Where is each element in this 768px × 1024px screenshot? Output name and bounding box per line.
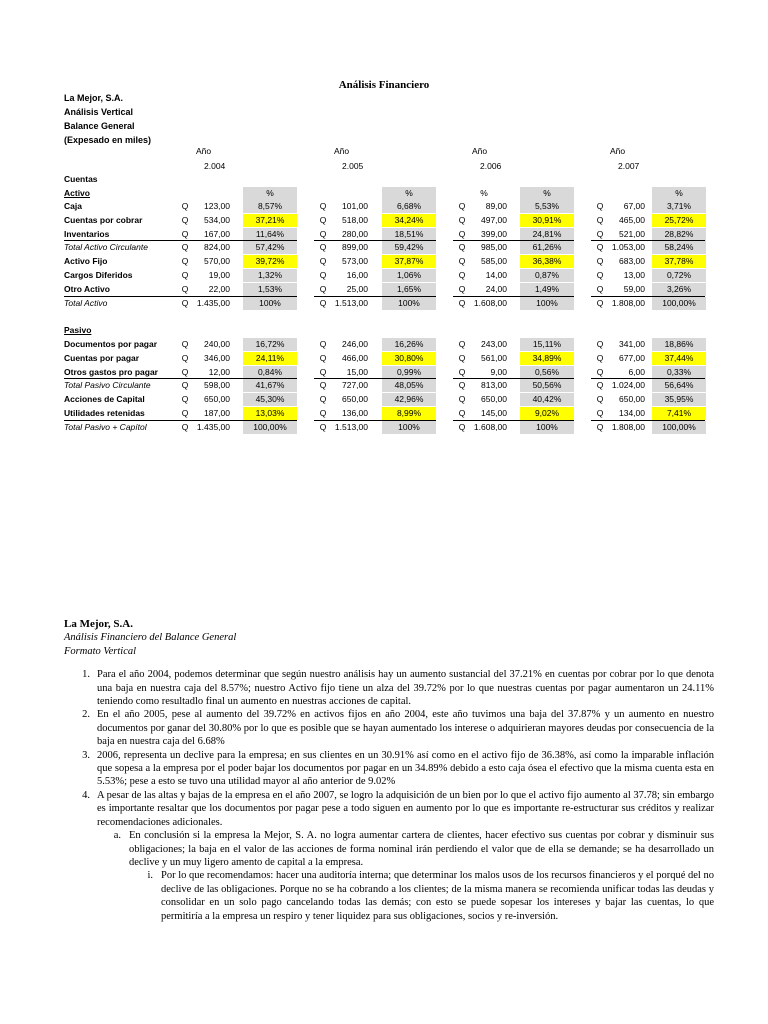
amount-value: 399,00 xyxy=(481,228,507,239)
point-number: 1. xyxy=(82,669,90,681)
amount-value: 570,00 xyxy=(204,256,230,267)
percent-value: 34,89% xyxy=(520,352,574,365)
amount-value: 573,00 xyxy=(342,256,368,267)
percent-value: 50,56% xyxy=(520,379,574,392)
analysis-text xyxy=(64,618,714,923)
currency-symbol: Q xyxy=(458,352,466,363)
amount-value: 466,00 xyxy=(342,352,368,363)
percent-value: 100,00% xyxy=(243,421,297,434)
currency-symbol: Q xyxy=(458,408,466,418)
currency-symbol: Q xyxy=(181,228,189,239)
currency-symbol: Q xyxy=(596,256,604,267)
percent-value: 0,72% xyxy=(652,269,706,282)
amount-value: 19,00 xyxy=(208,270,230,280)
currency-symbol: Q xyxy=(319,228,327,239)
currency-symbol: Q xyxy=(319,380,327,391)
amount-value: 167,00 xyxy=(204,228,230,239)
percent-value: 37,78% xyxy=(652,255,706,268)
percent-value: 0,56% xyxy=(520,366,574,379)
percent-value: 24,81% xyxy=(520,228,574,241)
units-note: (Expesado en miles) xyxy=(64,135,152,145)
percent-value: 100% xyxy=(520,421,574,434)
row-label: Caja xyxy=(64,201,82,211)
amount-value: 650,00 xyxy=(619,394,645,405)
amount-value: 13,00 xyxy=(623,270,645,280)
amount-value: 518,00 xyxy=(342,214,368,225)
currency-symbol: Q xyxy=(319,408,327,418)
currency-symbol: Q xyxy=(596,394,604,405)
currency-symbol: Q xyxy=(319,339,327,349)
percent-value: 6,68% xyxy=(382,200,436,213)
currency-symbol: Q xyxy=(181,256,189,267)
percent-value: 59,42% xyxy=(382,241,436,254)
amount-value: 465,00 xyxy=(619,214,645,225)
amount-value: 16,00 xyxy=(346,270,368,280)
point-text: En conclusión si la empresa la Mejor, S. A. no logra aumentar cartera de clientes, hacer efectivo sus cuentas por cobrar y disminuir sus obligaciones; la baja en el valor de las acciones de forma nominal irán perdiendo el valor que de ella se demande; se ha desarrollado un declive y un muy ligero amento de capital a la empresa. xyxy=(129,830,714,868)
pct-header: % xyxy=(243,187,297,200)
amount-value: 1.808,00 xyxy=(611,421,645,432)
currency-symbol: Q xyxy=(596,242,604,253)
currency-symbol: Q xyxy=(319,283,327,294)
percent-value: 28,82% xyxy=(652,228,706,241)
year-label: 2.004 xyxy=(204,161,226,171)
amount-value: 246,00 xyxy=(342,339,368,349)
percent-value: 57,42% xyxy=(243,241,297,254)
amount-value: 677,00 xyxy=(619,352,645,363)
row-label: Total Activo Circulante xyxy=(64,242,148,253)
percent-value: 1,65% xyxy=(382,283,436,296)
amount-value: 650,00 xyxy=(481,394,507,405)
percent-value: 100% xyxy=(520,297,574,310)
currency-symbol: Q xyxy=(596,214,604,225)
amount-value: 346,00 xyxy=(204,352,230,363)
currency-symbol: Q xyxy=(458,297,466,308)
pct-header: % xyxy=(382,187,436,200)
amount-value: 683,00 xyxy=(619,256,645,267)
currency-symbol: Q xyxy=(458,380,466,391)
currency-symbol: Q xyxy=(181,283,189,294)
currency-symbol: Q xyxy=(458,339,466,349)
year-word: Año xyxy=(334,146,350,156)
percent-value: 18,86% xyxy=(652,338,706,351)
point-number: 4. xyxy=(82,789,90,801)
amount-value: 9,00 xyxy=(490,366,507,377)
percent-value: 13,03% xyxy=(243,407,297,420)
amount-value: 341,00 xyxy=(619,339,645,349)
point-text: En el año 2005, pese al aumento del 39.72% en activos fijos en año 2004, este año tuvimos una baja del 37.87% y un aumento en nuestro documentos por ganar del 30.80% por lo que es posible que se hayan aumentado los interese o adquirieran mayores deudas por consecuencia de la baja en nuestra caja del 6.68% xyxy=(97,709,714,748)
amount-value: 1.024,00 xyxy=(611,380,645,391)
amount-value: 899,00 xyxy=(342,242,368,253)
percent-value: 0,84% xyxy=(243,366,297,379)
amount-value: 243,00 xyxy=(481,339,507,349)
percent-value: 100% xyxy=(243,297,297,310)
currency-symbol: Q xyxy=(181,297,189,308)
currency-symbol: Q xyxy=(596,380,604,391)
currency-symbol: Q xyxy=(319,394,327,405)
amount-value: 12,00 xyxy=(208,366,230,377)
percent-value: 9,02% xyxy=(520,407,574,420)
currency-symbol: Q xyxy=(596,228,604,239)
currency-symbol: Q xyxy=(181,366,189,377)
amount-value: 67,00 xyxy=(623,201,645,211)
amount-value: 280,00 xyxy=(342,228,368,239)
amount-value: 1.608,00 xyxy=(473,297,507,308)
percent-value: 1,32% xyxy=(243,269,297,282)
currency-symbol: Q xyxy=(458,270,466,280)
amount-value: 240,00 xyxy=(204,339,230,349)
row-label: Total Pasivo Circulante xyxy=(64,380,151,391)
currency-symbol: Q xyxy=(596,297,604,308)
percent-value: 1,53% xyxy=(243,283,297,296)
amount-value: 145,00 xyxy=(481,408,507,418)
section-activo: Activo xyxy=(64,188,90,198)
currency-symbol: Q xyxy=(458,201,466,211)
amount-value: 1.435,00 xyxy=(196,297,230,308)
percent-value: 0,33% xyxy=(652,366,706,379)
percent-value: 24,11% xyxy=(243,352,297,365)
year-label: 2.005 xyxy=(342,161,364,171)
currency-symbol: Q xyxy=(458,228,466,239)
currency-symbol: Q xyxy=(458,256,466,267)
currency-symbol: Q xyxy=(596,421,604,432)
percent-value: 0,99% xyxy=(382,366,436,379)
point-text: Por lo que recomendamos: hacer una auditoría interna; que determinar los malos usos de los recursos financieros y el porqué del no declive de las obligaciones. Porque no se ha cobrando a los clientes; de la misma manera se recomienda unificar todas las deudas y consolidar en un solo pago cancelando todas las demás; con esto se puede sopesar los intereses y bajar las cuentas, lo que permitiría a la empresa un respiro y tener liquidez para sus obligaciones, socios y re-inversión. xyxy=(161,870,714,922)
currency-symbol: Q xyxy=(458,366,466,377)
currency-symbol: Q xyxy=(458,421,466,432)
point-text: 2006, representa un declive para la empresa; en sus clientes en un 30.91% así como en el activo fijo de 36.38%, así como la imparable inflación que sopesa a la empresa por el poder bajar los documentos por pagar en un 34.89% debido a esto caja ósea el efectivo que la misma cuenta esta en 5.53%; pese a esto se tuvo una utilidad mayor al año anterior de 9.02% xyxy=(97,749,714,788)
currency-symbol: Q xyxy=(181,214,189,225)
currency-symbol: Q xyxy=(458,394,466,405)
row-label: Total Activo xyxy=(64,297,108,308)
currency-symbol: Q xyxy=(181,408,189,418)
amount-value: 101,00 xyxy=(342,201,368,211)
amount-value: 1.608,00 xyxy=(473,421,507,432)
amount-value: 59,00 xyxy=(623,283,645,294)
row-label: Inventarios xyxy=(64,228,110,239)
row-label: Total Pasivo + Capítol xyxy=(64,421,147,432)
percent-value: 100,00% xyxy=(652,297,706,310)
amount-value: 187,00 xyxy=(204,408,230,418)
percent-value: 1,06% xyxy=(382,269,436,282)
currency-symbol: Q xyxy=(458,283,466,294)
pct-header: % xyxy=(652,187,706,200)
percent-value: 18,51% xyxy=(382,228,436,241)
point-text: Para el año 2004, podemos determinar que según nuestro análisis hay un aumento sustancial del 37.21% en cuentas por cobrar por lo que denota una baja en nuestra caja del 8.57%; nuestro Activo fijo tiene un alza del 39.72% por lo que nuestras cuentas por pagar aumentaron un 24.11% teniendo como resultadlo final un aumento en nuestras acciones de capital. xyxy=(97,669,714,708)
currency-symbol: Q xyxy=(181,380,189,391)
amount-value: 497,00 xyxy=(481,214,507,225)
row-label: Cuentas por cobrar xyxy=(64,214,143,225)
percent-value: 37,21% xyxy=(243,214,297,227)
amount-value: 561,00 xyxy=(481,352,507,363)
currency-symbol: Q xyxy=(181,352,189,363)
row-label: Cargos Diferidos xyxy=(64,270,133,280)
analysis-point xyxy=(82,789,714,829)
amount-value: 123,00 xyxy=(204,201,230,211)
row-label: Otros gastos pro pagar xyxy=(64,366,158,377)
statement-name: Balance General xyxy=(64,121,135,131)
currency-symbol: Q xyxy=(181,201,189,211)
percent-value: 40,42% xyxy=(520,393,574,406)
amount-value: 585,00 xyxy=(481,256,507,267)
percent-value: 5,53% xyxy=(520,200,574,213)
amount-value: 136,00 xyxy=(342,408,368,418)
amount-value: 1.513,00 xyxy=(334,297,368,308)
point-number: i. xyxy=(147,870,153,882)
percent-value: 39,72% xyxy=(243,255,297,268)
amount-value: 6,00 xyxy=(628,366,645,377)
amount-value: 727,00 xyxy=(342,380,368,391)
currency-symbol: Q xyxy=(458,242,466,253)
currency-symbol: Q xyxy=(596,283,604,294)
currency-symbol: Q xyxy=(181,394,189,405)
analysis-subsubpoint xyxy=(147,869,714,923)
percent-value: 58,24% xyxy=(652,241,706,254)
currency-symbol: Q xyxy=(596,352,604,363)
pct-header: % xyxy=(520,187,574,200)
cuentas-label: Cuentas xyxy=(64,174,98,184)
percent-value: 48,05% xyxy=(382,379,436,392)
currency-symbol: Q xyxy=(319,297,327,308)
percent-value: 100% xyxy=(382,421,436,434)
currency-symbol: Q xyxy=(596,339,604,349)
percent-value: 25,72% xyxy=(652,214,706,227)
currency-symbol: Q xyxy=(181,270,189,280)
amount-value: 824,00 xyxy=(204,242,230,253)
analysis-format: Formato Vertical xyxy=(64,645,137,657)
row-label: Otro Activo xyxy=(64,283,110,294)
row-label: Activo Fijo xyxy=(64,256,108,267)
currency-symbol: Q xyxy=(319,270,327,280)
amount-value: 89,00 xyxy=(485,201,507,211)
amount-value: 985,00 xyxy=(481,242,507,253)
amount-value: 534,00 xyxy=(204,214,230,225)
percent-value: 16,72% xyxy=(243,338,297,351)
currency-symbol: Q xyxy=(319,352,327,363)
row-label: Cuentas por pagar xyxy=(64,352,140,363)
percent-value: 36,38% xyxy=(520,255,574,268)
currency-symbol: Q xyxy=(596,270,604,280)
amount-value: 1.513,00 xyxy=(334,421,368,432)
row-label: Acciones de Capital xyxy=(64,394,145,405)
row-label: Documentos por pagar xyxy=(64,339,158,349)
year-word: Año xyxy=(610,146,626,156)
percent-value: 3,26% xyxy=(652,283,706,296)
percent-value: 34,24% xyxy=(382,214,436,227)
analysis-type: Análisis Vertical xyxy=(64,107,134,117)
amount-value: 521,00 xyxy=(619,228,645,239)
analysis-point xyxy=(82,749,714,789)
amount-value: 15,00 xyxy=(346,366,368,377)
amount-value: 813,00 xyxy=(481,380,507,391)
amount-value: 1.435,00 xyxy=(196,421,230,432)
point-number: 2. xyxy=(82,709,90,721)
percent-value: 15,11% xyxy=(520,338,574,351)
currency-symbol: Q xyxy=(458,214,466,225)
currency-symbol: Q xyxy=(181,242,189,253)
percent-value: 35,95% xyxy=(652,393,706,406)
analysis-point xyxy=(82,668,714,708)
currency-symbol: Q xyxy=(596,408,604,418)
amount-value: 25,00 xyxy=(346,283,368,294)
currency-symbol: Q xyxy=(319,366,327,377)
company-name: La Mejor, S.A. xyxy=(64,93,124,103)
currency-symbol: Q xyxy=(319,242,327,253)
percent-value: 8,99% xyxy=(382,407,436,420)
percent-value: 0,87% xyxy=(520,269,574,282)
point-number: 3. xyxy=(82,749,90,761)
currency-symbol: Q xyxy=(596,366,604,377)
percent-value: 11,64% xyxy=(243,228,297,241)
sheet-title: Análisis Financiero xyxy=(338,79,430,91)
currency-symbol: Q xyxy=(181,339,189,349)
percent-value: 30,80% xyxy=(382,352,436,365)
currency-symbol: Q xyxy=(319,256,327,267)
analysis-point xyxy=(82,708,714,748)
percent-value: 56,64% xyxy=(652,379,706,392)
row-label: Utilidades retenidas xyxy=(64,408,145,418)
section-pasivo: Pasivo xyxy=(64,325,92,335)
percent-value: 100% xyxy=(382,297,436,310)
percent-value: 16,26% xyxy=(382,338,436,351)
amount-value: 134,00 xyxy=(619,408,645,418)
pct-header: % xyxy=(480,188,488,198)
currency-symbol: Q xyxy=(181,421,189,432)
percent-value: 42,96% xyxy=(382,393,436,406)
currency-symbol: Q xyxy=(319,201,327,211)
percent-value: 30,91% xyxy=(520,214,574,227)
year-label: 2.006 xyxy=(480,161,502,171)
amount-value: 14,00 xyxy=(485,270,507,280)
amount-value: 650,00 xyxy=(342,394,368,405)
percent-value: 1,49% xyxy=(520,283,574,296)
point-number: a. xyxy=(113,830,121,842)
amount-value: 598,00 xyxy=(204,380,230,391)
percent-value: 3,71% xyxy=(652,200,706,213)
currency-symbol: Q xyxy=(319,421,327,432)
currency-symbol: Q xyxy=(319,214,327,225)
amount-value: 1.808,00 xyxy=(611,297,645,308)
analysis-subpoint xyxy=(113,829,714,869)
analysis-company: La Mejor, S.A. xyxy=(64,618,133,630)
amount-value: 24,00 xyxy=(485,283,507,294)
percent-value: 45,30% xyxy=(243,393,297,406)
percent-value: 41,67% xyxy=(243,379,297,392)
percent-value: 37,44% xyxy=(652,352,706,365)
percent-value: 61,26% xyxy=(520,241,574,254)
currency-symbol: Q xyxy=(596,201,604,211)
year-label: 2.007 xyxy=(618,161,640,171)
percent-value: 100,00% xyxy=(652,421,706,434)
percent-value: 8,57% xyxy=(243,200,297,213)
amount-value: 650,00 xyxy=(204,394,230,405)
year-word: Año xyxy=(196,146,212,156)
year-word: Año xyxy=(472,146,488,156)
percent-value: 7,41% xyxy=(652,407,706,420)
percent-value: 37,87% xyxy=(382,255,436,268)
amount-value: 1.053,00 xyxy=(611,242,645,253)
amount-value: 22,00 xyxy=(208,283,230,294)
point-text: A pesar de las altas y bajas de la empresa en el año 2007, se logro la adquisición de un bien por lo que el activo fijo aumento al 37.78; sin embargo es importante resaltar que los documentos por pagar pese a todo siguen en aumento por lo que es importante re-estructurar sus créditos y realizar recomendaciones adicionales. xyxy=(97,789,714,828)
analysis-subtitle: Análisis Financiero del Balance General xyxy=(64,632,237,644)
